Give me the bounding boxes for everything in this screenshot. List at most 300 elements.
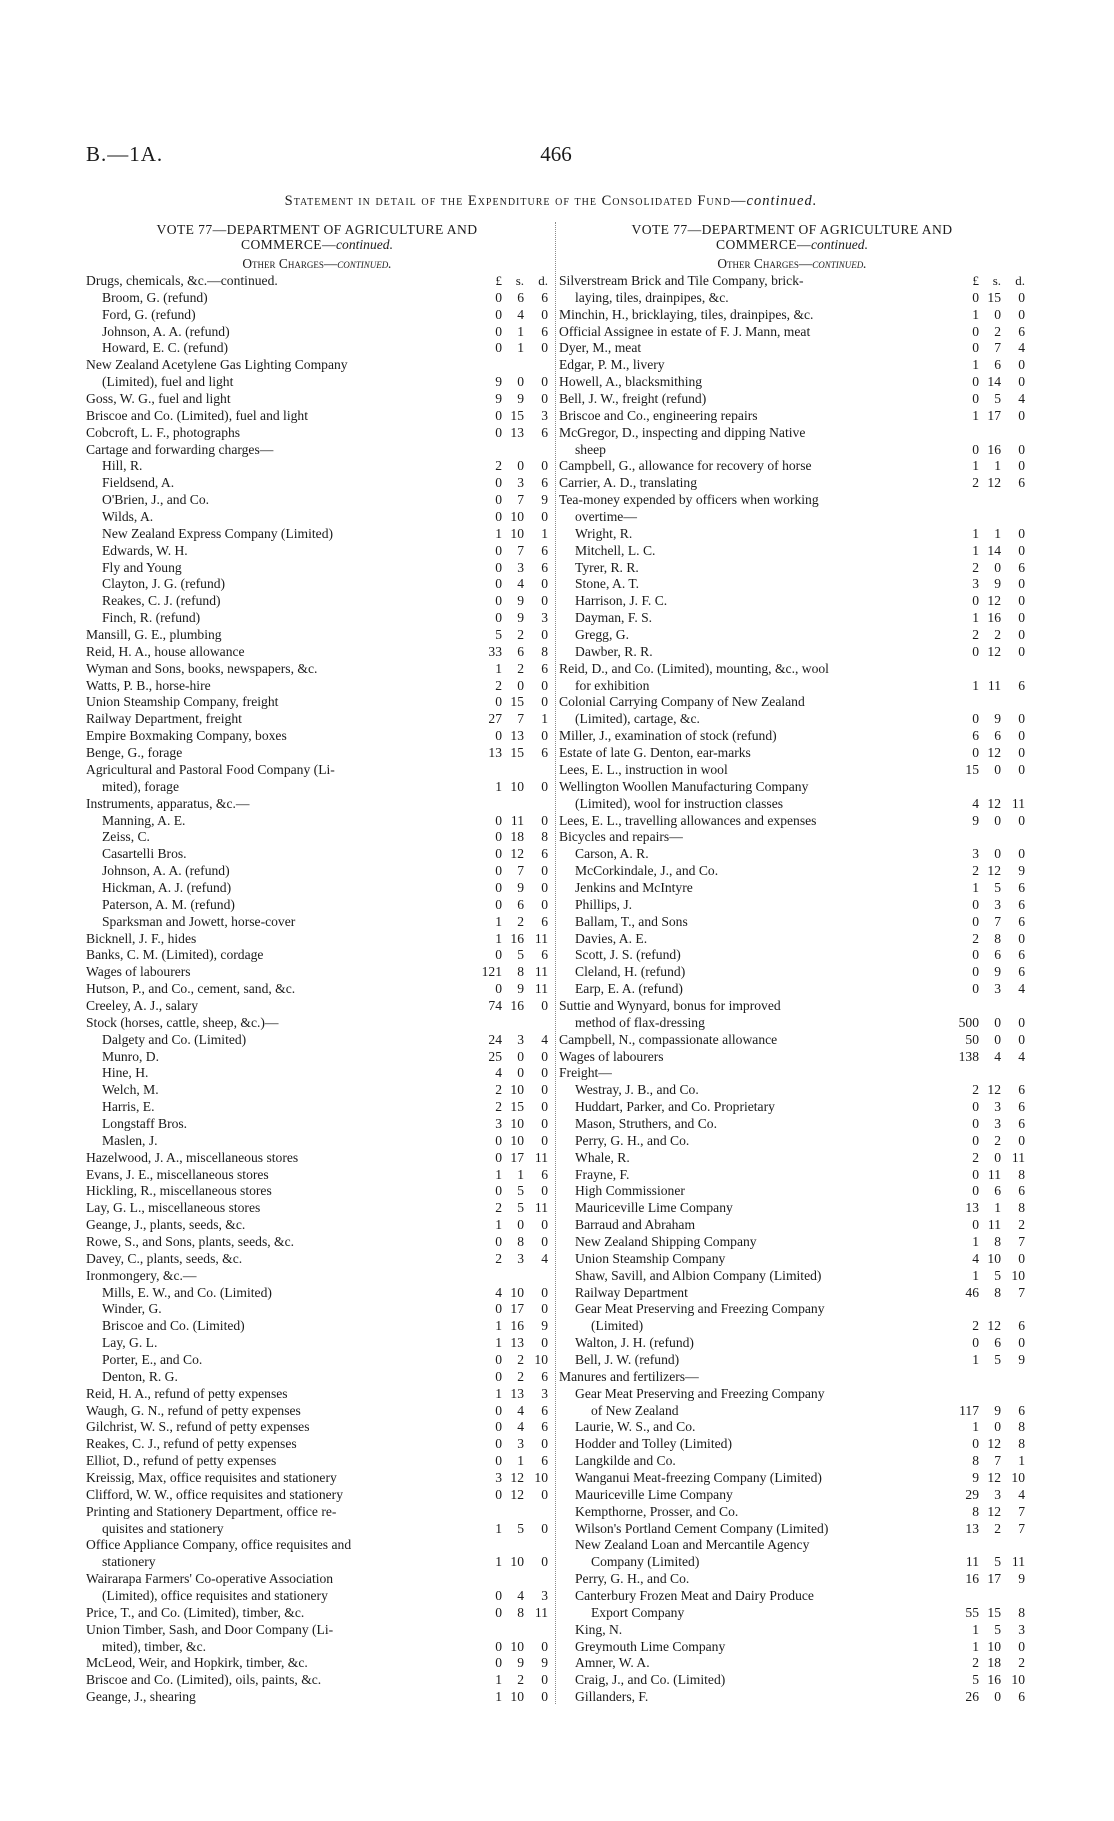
amount-pounds bbox=[945, 509, 979, 526]
entry-description: Tea-money expended by officers when working bbox=[559, 492, 819, 508]
amount-shillings: 2 bbox=[517, 1672, 524, 1688]
amount-shillings: 8 bbox=[994, 1284, 1001, 1300]
amount-pounds bbox=[468, 1268, 502, 1285]
amount-pence: 10 bbox=[1011, 1672, 1025, 1688]
amount-pence: 0 bbox=[541, 627, 548, 643]
amount-pounds: 0 bbox=[495, 593, 502, 609]
table-row bbox=[86, 1318, 548, 1335]
amount-pence: 6 bbox=[1018, 1318, 1025, 1334]
amount-pence: 7 bbox=[1018, 1503, 1025, 1519]
amount-pounds: 0 bbox=[972, 964, 979, 980]
amount-pounds: 0 bbox=[972, 1335, 979, 1351]
amount-pounds: 2 bbox=[495, 1200, 502, 1216]
amount-pence: 6 bbox=[541, 475, 548, 491]
entry-amount bbox=[941, 880, 1025, 897]
entry-description: Kempthorne, Prosser, and Co. bbox=[575, 1503, 739, 1519]
entry-amount bbox=[941, 324, 1025, 341]
table-row bbox=[86, 1268, 548, 1285]
entry-description: Goss, W. G., fuel and light bbox=[86, 391, 231, 407]
amount-pence: 0 bbox=[1018, 542, 1025, 558]
amount-shillings: 1 bbox=[994, 1200, 1001, 1216]
amount-pounds: 1 bbox=[495, 1166, 502, 1182]
amount-shillings: 12 bbox=[987, 1082, 1001, 1098]
amount-pence: 0 bbox=[1018, 1250, 1025, 1266]
entry-amount bbox=[464, 593, 548, 610]
amount-shillings: 7 bbox=[994, 1453, 1001, 1469]
entry-description: (Limited), fuel and light bbox=[102, 374, 234, 390]
amount-pence: 6 bbox=[541, 947, 548, 963]
amount-pounds: 0 bbox=[495, 879, 502, 895]
left-column bbox=[86, 222, 548, 1706]
table-row bbox=[559, 1537, 1025, 1554]
entry-description: Bell, J. W., freight (refund) bbox=[559, 391, 707, 407]
entry-description: Longstaff Bros. bbox=[102, 1115, 188, 1131]
amount-shillings bbox=[502, 1504, 524, 1521]
table-row bbox=[86, 543, 548, 560]
amount-pounds bbox=[945, 779, 979, 796]
entry-description: Briscoe and Co. (Limited), fuel and light bbox=[86, 407, 308, 423]
amount-pence: 8 bbox=[1018, 1200, 1025, 1216]
right-entries bbox=[559, 273, 1025, 1706]
amount-pence bbox=[1001, 1065, 1025, 1082]
table-row bbox=[559, 340, 1025, 357]
amount-shillings: 9 bbox=[994, 964, 1001, 980]
amount-pence bbox=[1001, 779, 1025, 796]
table-row bbox=[559, 1453, 1025, 1470]
entry-description: Creeley, A. J., salary bbox=[86, 997, 198, 1013]
amount-pounds bbox=[468, 1571, 502, 1588]
entry-amount bbox=[464, 560, 548, 577]
entry-description: Waugh, G. N., refund of petty expenses bbox=[86, 1402, 301, 1418]
entry-description: Howard, E. C. (refund) bbox=[102, 340, 229, 356]
entry-description: Denton, R. G. bbox=[102, 1368, 178, 1384]
entry-amount bbox=[464, 779, 548, 796]
amount-shillings: 15 bbox=[510, 407, 524, 423]
entry-amount bbox=[941, 1268, 1025, 1285]
entry-amount bbox=[941, 1015, 1025, 1032]
amount-shillings: 10 bbox=[510, 1284, 524, 1300]
amount-pounds: 0 bbox=[495, 289, 502, 305]
entry-amount bbox=[464, 458, 548, 475]
entry-amount bbox=[464, 728, 548, 745]
amount-pounds: 1 bbox=[972, 677, 979, 693]
amount-pence: 1 bbox=[541, 711, 548, 727]
entry-description: sheep bbox=[575, 441, 606, 457]
amount-shillings: 15 bbox=[510, 1099, 524, 1115]
table-row bbox=[86, 492, 548, 509]
entry-amount bbox=[941, 1301, 1025, 1318]
entry-amount bbox=[941, 374, 1025, 391]
amount-pence: 0 bbox=[541, 1486, 548, 1502]
amount-pounds: 0 bbox=[495, 1402, 502, 1418]
table-row bbox=[86, 1487, 548, 1504]
amount-shillings: 13 bbox=[510, 1335, 524, 1351]
amount-pence: 0 bbox=[541, 778, 548, 794]
amount-pounds: 9 bbox=[972, 1470, 979, 1486]
amount-pence: 4 bbox=[541, 1031, 548, 1047]
entry-description: Instruments, apparatus, &c.— bbox=[86, 795, 250, 811]
amount-shillings: 8 bbox=[517, 964, 524, 980]
amount-shillings: 0 bbox=[994, 846, 1001, 862]
table-row bbox=[559, 576, 1025, 593]
amount-shillings: 12 bbox=[987, 745, 1001, 761]
entry-description: (Limited), cartage, &c. bbox=[575, 711, 700, 727]
amount-pounds: 0 bbox=[495, 1604, 502, 1620]
table-row bbox=[559, 1436, 1025, 1453]
entry-amount bbox=[464, 408, 548, 425]
entry-description: Hickman, A. J. (refund) bbox=[102, 879, 232, 895]
table-row bbox=[559, 543, 1025, 560]
entry-amount bbox=[941, 1622, 1025, 1639]
amount-shillings: 13 bbox=[510, 1385, 524, 1401]
entry-amount bbox=[941, 1639, 1025, 1656]
entry-description: Campbell, N., compassionate allowance bbox=[559, 1031, 778, 1047]
entry-description: Briscoe and Co., engineering repairs bbox=[559, 407, 758, 423]
amount-pounds: 29 bbox=[965, 1486, 979, 1502]
entry-amount bbox=[941, 1386, 1025, 1403]
amount-shillings: 10 bbox=[987, 1638, 1001, 1654]
amount-pounds: 121 bbox=[481, 964, 502, 980]
amount-shillings: 4 bbox=[517, 576, 524, 592]
table-row bbox=[86, 1335, 548, 1352]
amount-pounds bbox=[468, 796, 502, 813]
entry-description: Lay, G. L., miscellaneous stores bbox=[86, 1200, 261, 1216]
amount-pence: 6 bbox=[1018, 1183, 1025, 1199]
entry-description: Dayman, F. S. bbox=[575, 610, 653, 626]
amount-pence: 10 bbox=[534, 1352, 548, 1367]
amount-pounds bbox=[945, 1301, 979, 1318]
table-row bbox=[86, 1655, 548, 1672]
amount-pounds bbox=[468, 357, 502, 374]
amount-pence: 11 bbox=[1011, 1554, 1025, 1570]
entry-amount bbox=[941, 1571, 1025, 1588]
entry-amount bbox=[464, 357, 548, 374]
table-row bbox=[559, 1301, 1025, 1318]
table-row bbox=[559, 526, 1025, 543]
entry-amount bbox=[941, 1116, 1025, 1133]
entry-amount bbox=[941, 1217, 1025, 1234]
entry-description: Union Steamship Company, freight bbox=[86, 694, 279, 710]
amount-pence: 0 bbox=[541, 1284, 548, 1300]
amount-pounds: 1 bbox=[972, 357, 979, 373]
vote-heading-line1: VOTE 77—DEPARTMENT OF AGRICULTURE AND bbox=[156, 222, 478, 237]
amount-pounds: 0 bbox=[495, 1453, 502, 1469]
amount-pence: 0 bbox=[541, 1638, 548, 1654]
entry-description: Welch, M. bbox=[102, 1082, 159, 1098]
amount-pence: 1 bbox=[541, 525, 548, 541]
entry-description: Empire Boxmaking Company, boxes bbox=[86, 728, 287, 744]
entry-amount bbox=[941, 1689, 1025, 1706]
entry-amount bbox=[941, 1150, 1025, 1167]
entry-description: Johnson, A. A. (refund) bbox=[102, 863, 230, 879]
amount-pence bbox=[1001, 661, 1025, 678]
table-row bbox=[86, 1521, 548, 1538]
amount-pounds: 9 bbox=[495, 391, 502, 407]
table-row bbox=[559, 560, 1025, 577]
table-row bbox=[559, 1335, 1025, 1352]
amount-pounds: 1 bbox=[972, 542, 979, 558]
entry-amount bbox=[941, 1419, 1025, 1436]
amount-shillings: 4 bbox=[517, 1588, 524, 1604]
table-row bbox=[86, 728, 548, 745]
entry-amount bbox=[941, 779, 1025, 796]
table-row bbox=[559, 307, 1025, 324]
amount-pence: 8 bbox=[541, 643, 548, 659]
entry-amount bbox=[941, 964, 1025, 981]
amount-shillings: 3 bbox=[517, 1436, 524, 1452]
amount-pounds: 0 bbox=[972, 1099, 979, 1115]
amount-pounds bbox=[945, 492, 979, 509]
entry-amount bbox=[464, 307, 548, 324]
amount-shillings bbox=[502, 1537, 524, 1554]
amount-shillings: 6 bbox=[994, 357, 1001, 373]
entry-description: Reid, H. A., refund of petty expenses bbox=[86, 1385, 288, 1401]
amount-pence: 3 bbox=[1018, 1621, 1025, 1637]
entry-amount bbox=[464, 1032, 548, 1049]
amount-pounds: 1 bbox=[495, 1335, 502, 1351]
amount-pence: 0 bbox=[541, 1436, 548, 1452]
table-row bbox=[559, 829, 1025, 846]
amount-pence: 4 bbox=[541, 1250, 548, 1266]
entry-description: Phillips, J. bbox=[575, 896, 633, 912]
amount-pounds: 16 bbox=[965, 1571, 979, 1587]
amount-shillings: 12 bbox=[987, 1436, 1001, 1452]
amount-pence bbox=[1001, 509, 1025, 526]
amount-pounds: 1 bbox=[495, 525, 502, 541]
entry-description: Gear Meat Preserving and Freezing Company bbox=[575, 1385, 825, 1401]
table-row bbox=[86, 1672, 548, 1689]
table-row bbox=[559, 408, 1025, 425]
table-row bbox=[86, 1403, 548, 1420]
entry-amount bbox=[941, 1537, 1025, 1554]
amount-shillings: 16 bbox=[510, 930, 524, 946]
entry-description: New Zealand Shipping Company bbox=[575, 1233, 757, 1249]
vote-heading-line2: COMMERCE—continued. bbox=[715, 237, 868, 252]
amount-pounds: 2 bbox=[972, 1149, 979, 1165]
amount-pence: 0 bbox=[541, 1099, 548, 1115]
entry-amount bbox=[941, 1470, 1025, 1487]
amount-shillings: 16 bbox=[987, 1672, 1001, 1688]
amount-pounds: 15 bbox=[965, 761, 979, 777]
entry-amount bbox=[941, 644, 1025, 661]
amount-shillings: 3 bbox=[517, 559, 524, 575]
amount-shillings: 11 bbox=[987, 677, 1001, 693]
amount-pounds: 26 bbox=[965, 1689, 979, 1705]
entry-description: Shaw, Savill, and Albion Company (Limited) bbox=[575, 1267, 822, 1283]
table-row bbox=[559, 1234, 1025, 1251]
amount-pence: 6 bbox=[1018, 559, 1025, 575]
entry-description: Cleland, H. (refund) bbox=[575, 964, 686, 980]
entry-description: Manning, A. E. bbox=[102, 812, 186, 828]
table-row bbox=[86, 1571, 548, 1588]
entry-amount bbox=[941, 914, 1025, 931]
table-row bbox=[559, 1419, 1025, 1436]
entry-amount bbox=[464, 475, 548, 492]
entry-description: Laurie, W. S., and Co. bbox=[575, 1419, 696, 1435]
table-row bbox=[559, 1571, 1025, 1588]
table-row bbox=[86, 442, 548, 459]
table-row bbox=[559, 644, 1025, 661]
entry-amount bbox=[941, 1352, 1025, 1369]
amount-pounds: 2 bbox=[972, 475, 979, 491]
table-row bbox=[559, 1167, 1025, 1184]
entry-amount bbox=[464, 391, 548, 408]
amount-pence: 6 bbox=[1018, 475, 1025, 491]
amount-pounds: 2 bbox=[495, 458, 502, 474]
table-row bbox=[86, 324, 548, 341]
amount-pence: 6 bbox=[1018, 879, 1025, 895]
table-row bbox=[86, 644, 548, 661]
entry-description: Silverstream Brick and Tile Company, brick- bbox=[559, 273, 804, 288]
amount-pounds: 0 bbox=[495, 610, 502, 626]
amount-shillings: 3 bbox=[517, 1031, 524, 1047]
entry-description: Watts, P. B., horse-hire bbox=[86, 677, 211, 693]
table-row bbox=[86, 593, 548, 610]
table-row bbox=[559, 475, 1025, 492]
amount-shillings: 2 bbox=[517, 627, 524, 643]
table-row bbox=[86, 931, 548, 948]
entry-amount bbox=[464, 762, 548, 779]
entry-description: Maslen, J. bbox=[102, 1132, 158, 1148]
entry-amount bbox=[464, 947, 548, 964]
amount-pence: 0 bbox=[541, 1065, 548, 1081]
entry-description: Carrier, A. D., translating bbox=[559, 475, 698, 491]
amount-shillings bbox=[979, 1588, 1001, 1605]
table-row bbox=[559, 1150, 1025, 1167]
entry-amount bbox=[464, 1200, 548, 1217]
amount-pounds: 27 bbox=[488, 711, 502, 727]
entry-description: Wairarapa Farmers' Co-operative Association bbox=[86, 1571, 334, 1587]
vote-heading-right bbox=[559, 222, 1025, 252]
table-row bbox=[86, 1032, 548, 1049]
amount-pounds bbox=[945, 1369, 979, 1386]
amount-pounds: 1 bbox=[972, 1419, 979, 1435]
amount-pence: 0 bbox=[541, 1115, 548, 1131]
table-row bbox=[86, 1386, 548, 1403]
amount-pence: 6 bbox=[541, 424, 548, 440]
amount-pence: 6 bbox=[1018, 1099, 1025, 1115]
amount-shillings: 1 bbox=[994, 458, 1001, 474]
entry-description: Hodder and Tolley (Limited) bbox=[575, 1436, 732, 1452]
amount-pence: 0 bbox=[541, 879, 548, 895]
entry-description: Mansill, G. E., plumbing bbox=[86, 627, 222, 643]
amount-pounds: 0 bbox=[495, 424, 502, 440]
entry-amount bbox=[464, 627, 548, 644]
entry-amount bbox=[941, 526, 1025, 543]
entry-description: Dawber, R. R. bbox=[575, 643, 653, 659]
entry-amount bbox=[941, 509, 1025, 526]
entry-amount bbox=[464, 1301, 548, 1318]
entry-amount bbox=[464, 998, 548, 1015]
amount-shillings: 12 bbox=[987, 475, 1001, 491]
entry-description: Canterbury Frozen Meat and Dairy Produce bbox=[575, 1588, 814, 1604]
amount-shillings: 9 bbox=[994, 576, 1001, 592]
entry-amount bbox=[464, 290, 548, 307]
entry-description: Geange, J., shearing bbox=[86, 1689, 196, 1705]
entry-description: Gear Meat Preserving and Freezing Company bbox=[575, 1301, 825, 1317]
entry-amount bbox=[464, 1065, 548, 1082]
amount-shillings: 5 bbox=[994, 879, 1001, 895]
entry-amount bbox=[464, 1133, 548, 1150]
amount-pence: 0 bbox=[541, 306, 548, 322]
table-row bbox=[559, 728, 1025, 745]
amount-shillings: 12 bbox=[987, 643, 1001, 659]
table-row bbox=[86, 745, 548, 762]
entry-amount bbox=[464, 1689, 548, 1706]
table-row bbox=[559, 1403, 1025, 1420]
amount-pence: 0 bbox=[541, 374, 548, 390]
amount-pounds: 4 bbox=[972, 1250, 979, 1266]
amount-shillings: 6 bbox=[994, 947, 1001, 963]
entry-description: Zeiss, C. bbox=[102, 829, 150, 845]
entry-description: of New Zealand bbox=[591, 1402, 679, 1418]
amount-pounds: 0 bbox=[972, 913, 979, 929]
table-row bbox=[86, 1622, 548, 1639]
amount-pence: 0 bbox=[1018, 728, 1025, 744]
entry-amount bbox=[464, 1251, 548, 1268]
table-row bbox=[559, 1116, 1025, 1133]
amount-shillings: 5 bbox=[517, 1183, 524, 1199]
amount-shillings: 7 bbox=[517, 863, 524, 879]
table-row bbox=[559, 1082, 1025, 1099]
amount-pounds: 0 bbox=[972, 391, 979, 407]
amount-shillings: 16 bbox=[510, 997, 524, 1013]
table-row bbox=[86, 340, 548, 357]
amount-shillings: 15 bbox=[510, 745, 524, 761]
amount-pounds: 0 bbox=[972, 593, 979, 609]
amount-pence: 0 bbox=[1018, 627, 1025, 643]
entry-amount bbox=[941, 661, 1025, 678]
entry-amount bbox=[464, 1335, 548, 1352]
amount-shillings bbox=[502, 1268, 524, 1285]
entry-description: Printing and Stationery Department, office re- bbox=[86, 1503, 337, 1519]
entry-description: mited), timber, &c. bbox=[102, 1638, 207, 1654]
amount-pence: 8 bbox=[1018, 1604, 1025, 1620]
amount-shillings: 9 bbox=[517, 391, 524, 407]
entry-description: Wilson's Portland Cement Company (Limited) bbox=[575, 1520, 829, 1536]
amount-pounds bbox=[945, 694, 979, 711]
table-row bbox=[86, 1183, 548, 1200]
amount-shillings: 0 bbox=[994, 1031, 1001, 1047]
amount-pence: 0 bbox=[1018, 458, 1025, 474]
amount-pence: 0 bbox=[1018, 812, 1025, 828]
entry-amount bbox=[464, 1504, 548, 1521]
entry-description: Harrison, J. F. C. bbox=[575, 593, 668, 609]
amount-pence: 10 bbox=[534, 1470, 548, 1486]
table-row bbox=[559, 711, 1025, 728]
amount-shillings: 8 bbox=[517, 1604, 524, 1620]
amount-pounds: 1 bbox=[495, 930, 502, 946]
table-row bbox=[559, 1639, 1025, 1656]
amount-pence: 0 bbox=[1018, 374, 1025, 390]
amount-shillings: 12 bbox=[987, 863, 1001, 879]
amount-pounds: 500 bbox=[958, 1014, 979, 1030]
amount-pence: 0 bbox=[1018, 1638, 1025, 1654]
amount-shillings: 3 bbox=[517, 1250, 524, 1266]
entry-amount bbox=[464, 576, 548, 593]
table-row bbox=[86, 1099, 548, 1116]
entry-amount bbox=[464, 880, 548, 897]
entry-description: Briscoe and Co. (Limited), oils, paints, &c. bbox=[86, 1672, 322, 1688]
table-row bbox=[559, 1369, 1025, 1386]
entry-amount bbox=[464, 1554, 548, 1571]
entry-amount bbox=[464, 678, 548, 695]
entry-description: Briscoe and Co. (Limited) bbox=[102, 1318, 245, 1334]
amount-pence: 3 bbox=[541, 1385, 548, 1401]
table-row bbox=[559, 1318, 1025, 1335]
entry-amount bbox=[941, 1200, 1025, 1217]
entry-description: Evans, J. E., miscellaneous stores bbox=[86, 1166, 269, 1182]
